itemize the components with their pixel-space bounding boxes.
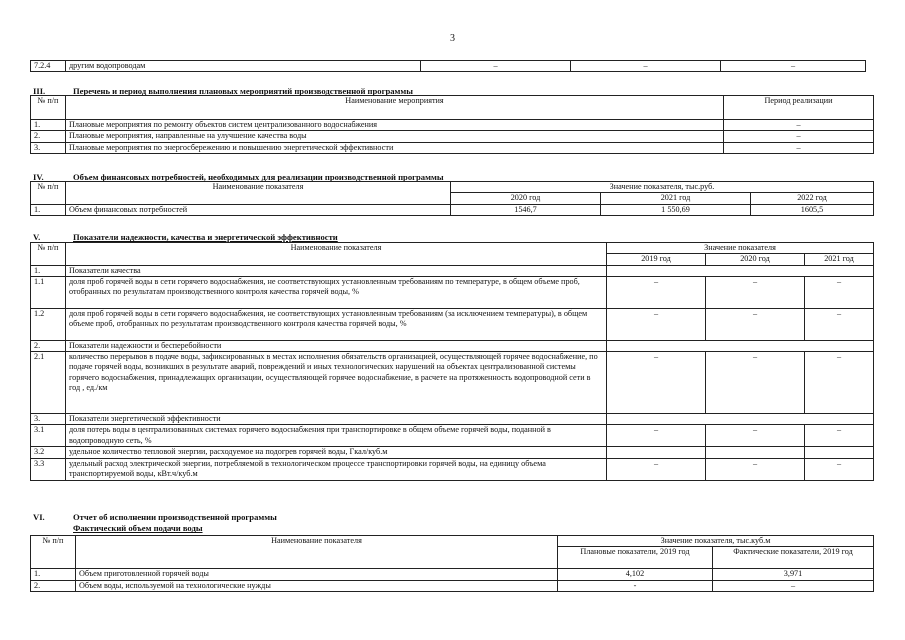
header-num: № п/п [31, 536, 76, 569]
row-period: – [724, 131, 874, 142]
table-group-row [31, 414, 874, 425]
header-num: № п/п [31, 243, 66, 266]
row-name: доля проб горячей воды в сети горячего водоснабжения, не соответствующих установленным требованиям по температуре, в общем объеме проб, отобранных по результатам производственного контроля качества горячей воды, % [66, 276, 607, 308]
empty-cell [607, 340, 874, 351]
value-cell: – [607, 308, 706, 340]
table-row [31, 131, 874, 142]
row-number: 2. [31, 131, 66, 142]
row-name: другим водопроводам [66, 61, 421, 72]
header-year: 2019 год [607, 254, 706, 265]
value-cell: – [805, 425, 874, 447]
table-row [31, 142, 874, 153]
row-name: количество перерывов в подаче воды, зафиксированных в местах исполнения обязательств организацией, осуществляющей горячее водоснабжение, по подаче горячей воды, возникших в результате аварий, повреждений и иных технологических нарушений на объектах централизованной системы горячего водоснабжения, принадлежащих организации, осуществляющей горячее водоснабжение, в расчете на протяженность водопроводной сети в год , ед./км [66, 352, 607, 414]
row-number: 2.1 [31, 352, 66, 414]
value-cell [805, 447, 874, 458]
section-subtitle [73, 523, 203, 534]
header-name: Наименование показателя [66, 182, 451, 205]
activities-table [30, 95, 874, 154]
row-number: 2. [31, 340, 66, 351]
row-name: Показатели энергетической эффективности [66, 414, 607, 425]
row-name: Объем воды, используемой на технологические нужды [76, 580, 558, 591]
value-cell: – [607, 425, 706, 447]
table-header-row [31, 243, 874, 254]
row-name: удельный расход электрической энергии, потребляемой в технологическом процессе транспортировки горячей воды, на единицу объема транспортируемой воды, кВт.ч/куб.м [66, 458, 607, 480]
header-value: Значение показателя, тыс.руб. [451, 182, 874, 193]
value-cell: – [571, 61, 721, 72]
table-row [31, 425, 874, 447]
empty-cell [607, 265, 874, 276]
section-number: V. [33, 232, 41, 242]
row-number: 3.2 [31, 447, 66, 458]
value-cell: - [558, 580, 713, 591]
value-cell: 1546,7 [451, 204, 601, 215]
report-table [30, 535, 874, 592]
header-plan: Плановые показатели, 2019 год [558, 547, 713, 569]
value-cell: 1 550,69 [601, 204, 751, 215]
header-name: Наименование мероприятия [66, 96, 724, 120]
value-cell [607, 447, 706, 458]
header-year: 2021 год [601, 193, 751, 204]
row-name: Плановые мероприятия по энергосбережению и повышению энергетической эффективности [66, 142, 724, 153]
financial-table [30, 181, 874, 216]
section-number: III. [33, 86, 46, 96]
row-name: Объем финансовых потребностей [66, 204, 451, 215]
row-period: – [724, 142, 874, 153]
header-year: 2020 год [451, 193, 601, 204]
row-name: Объем приготовленной горячей воды [76, 569, 558, 580]
row-name: удельное количество тепловой энергии, расходуемое на подогрев горячей воды, Гкал/куб.м [66, 447, 607, 458]
header-num: № п/п [31, 182, 66, 205]
table-row [31, 204, 874, 215]
section-heading [33, 512, 277, 523]
table-row [31, 447, 874, 458]
row-name: доля потерь воды в централизованных системах горячего водоснабжения при транспортировке в общем объеме горячей воды, поданной в водопроводную сеть, % [66, 425, 607, 447]
row-number: 1. [31, 265, 66, 276]
header-year: 2020 год [706, 254, 805, 265]
value-cell: – [706, 352, 805, 414]
value-cell: – [706, 425, 805, 447]
table-header-row [31, 96, 874, 120]
value-cell: – [607, 352, 706, 414]
value-cell: – [706, 276, 805, 308]
indicators-table [30, 242, 874, 481]
header-year: 2021 год [805, 254, 874, 265]
value-cell: – [805, 352, 874, 414]
row-number: 7.2.4 [31, 61, 66, 72]
section-number: IV. [33, 172, 44, 182]
value-cell: – [721, 61, 866, 72]
value-cell: – [607, 458, 706, 480]
section-number: VI. [33, 512, 45, 522]
value-cell: – [805, 276, 874, 308]
table-group-row [31, 265, 874, 276]
table-row [31, 276, 874, 308]
page-number: 3 [450, 33, 455, 44]
header-name: Наименование показателя [66, 243, 607, 266]
row-name: доля проб горячей воды в сети горячего водоснабжения, не соответствующих установленным требованиям (за исключением температуры), в общем объеме проб, отобранных по результатам производственного контроля качества горячей воды, % [66, 308, 607, 340]
row-number: 3. [31, 142, 66, 153]
section-title: Объем финансовых потребностей, необходимых для реализации производственной программы [73, 172, 444, 182]
row-number: 3. [31, 414, 66, 425]
value-cell: – [706, 308, 805, 340]
row-name: Плановые мероприятия, направленные на улучшение качества воды [66, 131, 724, 142]
header-num: № п/п [31, 96, 66, 120]
header-value: Значение показателя, тыс.куб.м [558, 536, 874, 547]
value-cell: – [713, 580, 874, 591]
table-header-row [31, 536, 874, 547]
row-number: 1. [31, 120, 66, 131]
value-cell [706, 447, 805, 458]
header-period: Период реализации [724, 96, 874, 120]
value-cell: – [805, 458, 874, 480]
header-fact: Фактические показатели, 2019 год [713, 547, 874, 569]
row-name: Плановые мероприятия по ремонту объектов систем централизованного водоснабжения [66, 120, 724, 131]
table-group-row [31, 340, 874, 351]
table-row [31, 580, 874, 591]
empty-cell [607, 414, 874, 425]
header-value: Значение показателя [607, 243, 874, 254]
table-row [31, 458, 874, 480]
header-year: 2022 год [751, 193, 874, 204]
value-cell: – [607, 276, 706, 308]
row-number: 1.2 [31, 308, 66, 340]
value-cell: – [805, 308, 874, 340]
table-row [31, 352, 874, 414]
row-number: 1. [31, 204, 66, 215]
value-cell: – [421, 61, 571, 72]
row-number: 1. [31, 569, 76, 580]
value-cell: 4,102 [558, 569, 713, 580]
section-title: Показатели надежности, качества и энергетической эффективности [73, 232, 338, 242]
row-number: 3.3 [31, 458, 66, 480]
row-number: 3.1 [31, 425, 66, 447]
row-number: 2. [31, 580, 76, 591]
row-name: Показатели качества [66, 265, 607, 276]
top-continuation-table [30, 60, 866, 72]
row-period: – [724, 120, 874, 131]
section-title: Перечень и период выполнения плановых мероприятий производственной программы [73, 86, 413, 96]
table-header-row [31, 182, 874, 193]
value-cell: 1605,5 [751, 204, 874, 215]
section-subtitle-text: Фактический объем подачи воды [73, 523, 203, 533]
row-name: Показатели надежности и бесперебойности [66, 340, 607, 351]
header-name: Наименование показателя [76, 536, 558, 569]
table-row [31, 61, 866, 72]
table-row [31, 120, 874, 131]
section-title: Отчет об исполнении производственной программы [73, 512, 277, 522]
value-cell: 3,971 [713, 569, 874, 580]
table-row [31, 308, 874, 340]
value-cell: – [706, 458, 805, 480]
row-number: 1.1 [31, 276, 66, 308]
table-row [31, 569, 874, 580]
